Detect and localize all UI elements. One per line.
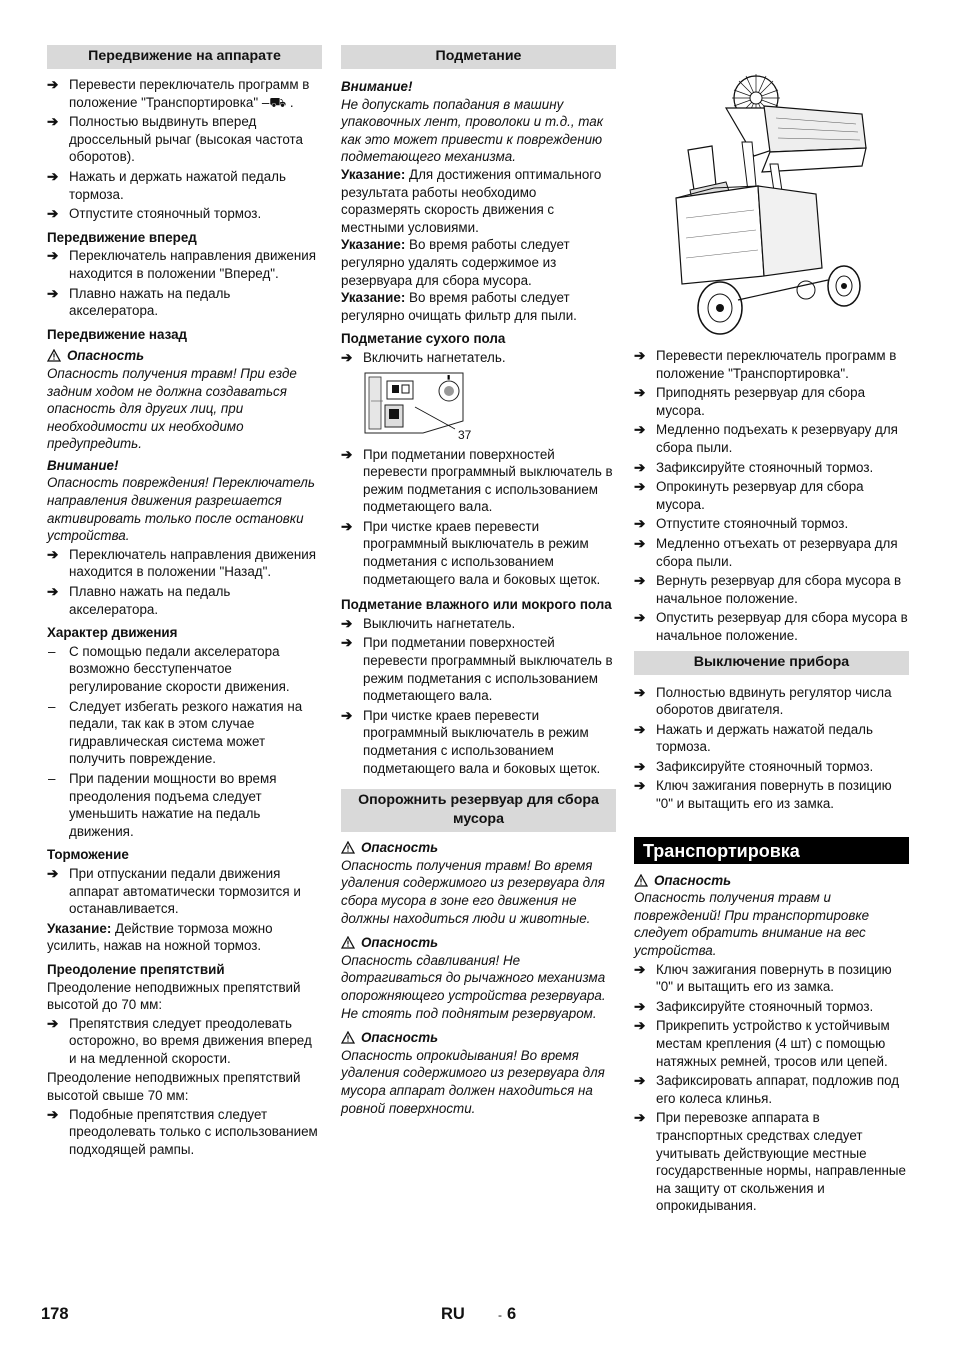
list-item: ➔ При перевозке аппарата в транспортных средствах следует учитывать действующие местные государственные нормы, направленные на защиту от скольжения и опрокидывания.: [634, 1110, 906, 1214]
dash-icon: –: [48, 770, 56, 786]
section-page-number: - 6: [498, 1305, 517, 1323]
warning-triangle-icon: [634, 874, 648, 887]
list-item: ➔ Вернуть резервуар для сбора мусора в начальное положение.: [634, 573, 902, 606]
danger-text: Опасность сдавливания! Не дотрагиваться до рычажного механизма опорожняющего устройства резервуара. Не стоять под поднятым резервуаром.: [341, 952, 606, 1021]
arrow-icon: ➔: [47, 206, 59, 222]
arrow-icon: ➔: [634, 998, 646, 1014]
dash-icon: –: [48, 698, 56, 714]
arrow-icon: ➔: [634, 610, 646, 626]
danger-text: Опасность опрокидывания! Во время удаления содержимого из резервуара для мусора аппарат должен находиться на ровной поверхности.: [341, 1047, 605, 1116]
subheading: Подметание влажного или мокрого пола: [341, 597, 612, 613]
section-heading: Подметание: [341, 45, 616, 69]
arrow-icon: ➔: [47, 1106, 59, 1122]
arrow-icon: ➔: [47, 865, 59, 881]
arrow-icon: ➔: [634, 1110, 646, 1126]
paragraph: Преодоление неподвижных препятствий высотой до 70 мм:: [47, 979, 301, 1013]
list-item: ➔ Перевести переключатель программ в положение "Транспортировка".: [634, 348, 897, 381]
page-number: 178: [41, 1305, 69, 1323]
arrow-icon: ➔: [634, 459, 646, 475]
list-item: ➔ Приподнять резервуар для сбора мусора.: [634, 385, 866, 418]
arrow-icon: ➔: [47, 77, 59, 92]
caution-text: Опасность повреждения! Переключатель направления движения разрешается активировать только после остановки устройства.: [47, 475, 315, 544]
arrow-icon: ➔: [47, 285, 59, 301]
danger-label: Опасность: [341, 934, 616, 952]
list-item: ➔ Нажать и держать нажатой педаль тормоза.: [47, 168, 286, 202]
caution-label: Внимание!: [47, 457, 119, 473]
list-item: ➔ Зафиксировать аппарат, подложив под его колеса клинья.: [634, 1073, 900, 1106]
subheading: Передвижение назад: [47, 326, 188, 342]
arrow-icon: ➔: [341, 349, 353, 365]
note: Указание: Во время работы следует регулярно удалять содержимое из резервуара для сбора мусора.: [341, 237, 570, 288]
warning-triangle-icon: [341, 936, 355, 949]
section-heading: Передвижение на аппарате: [47, 45, 322, 69]
chapter-heading: Транспортировка: [634, 837, 909, 864]
list-item: ➔ Переключатель направления движения находится в положении "Вперед".: [47, 248, 317, 281]
caution-label: Внимание!: [341, 79, 413, 94]
list-item: – С помощью педали акселератора возможно бесступенчатое регулирование скорости движения.: [48, 643, 290, 694]
arrow-icon: ➔: [47, 114, 59, 130]
list-item: ➔ Переключатель направления движения находится в положении "Назад".: [47, 546, 317, 580]
arrow-icon: ➔: [47, 546, 59, 562]
arrow-icon: ➔: [634, 573, 646, 589]
subheading: Торможение: [47, 847, 129, 863]
note: Указание: Для достижения оптимального результата работы необходимо соразмерять скорость движения с местными условиями.: [341, 166, 602, 235]
danger-label: Опасность: [634, 872, 909, 890]
arrow-icon: ➔: [47, 248, 59, 264]
arrow-icon: ➔: [634, 479, 646, 495]
section-heading: Выключение прибора: [634, 651, 909, 675]
arrow-icon: ➔: [634, 684, 646, 700]
danger-label: Опасность: [47, 347, 322, 365]
list-item: ➔ Опустить резервуар для сбора мусора в начальное положение.: [634, 610, 908, 643]
danger-text: Опасность получения травм! Во время удаления содержимого из резервуара для сбора мусора в зоне его движения не должны находиться люди и животные.: [341, 857, 605, 926]
danger-label: Опасность: [341, 1029, 616, 1047]
caution-text: Не допускать попадания в машину упаковочных лент, проволоки и т.д., так как это может привести к повреждению подметающего механизма.: [341, 96, 604, 165]
arrow-icon: ➔: [634, 1073, 646, 1089]
control-panel-image: [363, 371, 473, 443]
dash-icon: –: [48, 643, 56, 659]
steps-list: [47, 76, 322, 223]
list-item: ➔ Отпустите стояночный тормоз.: [47, 206, 262, 222]
arrow-icon: ➔: [341, 615, 353, 631]
column-right: [634, 346, 909, 1217]
control-panel-figure: [341, 371, 616, 445]
list-item: ➔ Зафиксируйте стояночный тормоз.: [634, 998, 874, 1014]
figure-number: 37: [458, 427, 472, 442]
column-middle: [341, 45, 616, 1117]
list-item: ➔ Плавно нажать на педаль акселератора.: [47, 584, 231, 617]
subheading: Подметание сухого пола: [341, 331, 506, 347]
column-left: [47, 45, 322, 1160]
list-item: ➔ Нажать и держать нажатой педаль тормоза.: [634, 721, 873, 755]
list-item: ➔ Включить нагнетатель.: [341, 349, 506, 365]
list-item: ➔ Зафиксируйте стояночный тормоз.: [634, 758, 874, 774]
danger-text: Опасность получения травм! При езде задним ходом не должна создаваться опасность для других лиц, при необходимости их необходимо предупредить.: [47, 365, 297, 452]
danger-text: Опасность получения травм и повреждений! При транспортировке следует обратить внимание на вес устройства.: [634, 890, 870, 959]
list-item: ➔ Подобные препятствия следует преодолевать только с использованием подходящей рампы.: [47, 1106, 318, 1157]
list-item: ➔ При чистке краев перевести программный выключатель в режим подметания с использованием подметающего вала и боковых щеток.: [341, 707, 601, 776]
arrow-icon: ➔: [341, 446, 353, 462]
arrow-icon: ➔: [634, 778, 646, 794]
list-item: – При падении мощности во время преодоления подъема следует уменьшить нажатие на педаль движения.: [48, 770, 277, 839]
sweeper-machine-image: [666, 68, 876, 340]
subheading: Преодоление препятствий: [47, 961, 225, 977]
paragraph: Преодоление неподвижных препятствий высотой свыше 70 мм:: [47, 1070, 301, 1104]
list-item: ➔ Перевести переключатель программ в положение "Транспортировка" –⛟ .: [47, 77, 310, 110]
arrow-icon: ➔: [634, 721, 646, 737]
svg-text:▮: ▮: [447, 373, 451, 381]
arrow-icon: ➔: [341, 707, 353, 723]
arrow-icon: ➔: [47, 1015, 59, 1031]
list-item: ➔ Опрокинуть резервуар для сбора мусора.: [634, 479, 864, 512]
arrow-icon: ➔: [341, 518, 353, 534]
arrow-icon: ➔: [634, 1018, 646, 1034]
warning-triangle-icon: [341, 1031, 355, 1044]
danger-label: Опасность: [341, 839, 616, 857]
list-item: ➔ Отпустите стояночный тормоз.: [634, 516, 849, 532]
subheading: Характер движения: [47, 625, 178, 641]
list-item: ➔ Прикрепить устройство к устойчивым местам крепления (4 шт) с помощью натяжных ремней, тросов или цепей.: [634, 1018, 890, 1069]
subheading: Передвижение вперед: [47, 229, 197, 245]
section-heading: Опорожнить резервуар для сбора мусора: [341, 789, 616, 832]
arrow-icon: ➔: [634, 758, 646, 774]
language-code: RU: [441, 1305, 465, 1323]
note: Указание: Во время работы следует регулярно очищать фильтр для пыли.: [341, 290, 577, 323]
warning-triangle-icon: [341, 841, 355, 854]
list-item: – Следует избегать резкого нажатия на педали, так как в этом случае гидравлическая система может получить повреждение.: [48, 698, 303, 767]
list-item: ➔ Медленно отъехать от резервуара для сбора пыли.: [634, 535, 898, 569]
list-item: ➔ При чистке краев перевести программный выключатель в режим подметания с использованием подметающего вала и боковых щеток.: [341, 518, 601, 587]
arrow-icon: ➔: [634, 422, 646, 438]
arrow-icon: ➔: [341, 635, 353, 651]
list-item: ➔ При подметании поверхностей перевести программный выключатель в режим подметания с использованием подметающего вала.: [341, 446, 613, 515]
arrow-icon: ➔: [47, 584, 59, 600]
list-item: ➔ Ключ зажигания повернуть в позицию "0" и вытащить его из замка.: [634, 961, 892, 995]
list-item: ➔ Выключить нагнетатель.: [341, 615, 516, 631]
arrow-icon: ➔: [47, 168, 59, 184]
note: Указание: Действие тормоза можно усилить, нажав на ножной тормоз.: [47, 920, 273, 954]
list-item: ➔ При отпускании педали движения аппарат автоматически тормозится и останавливается.: [47, 865, 301, 917]
list-item: ➔ При подметании поверхностей перевести программный выключатель в режим подметания с использованием подметающего вала.: [341, 635, 613, 704]
list-item: ➔ Препятствия следует преодолевать осторожно, во время движения вперед и на медленной скорости.: [47, 1015, 312, 1066]
list-item: ➔ Зафиксируйте стояночный тормоз.: [634, 459, 874, 475]
list-item: ➔ Полностью выдвинуть вперед дроссельный рычаг (высокая частота оборотов).: [47, 114, 303, 165]
list-item: ➔ Полностью вдвинуть регулятор числа оборотов двигателя.: [634, 684, 892, 718]
arrow-icon: ➔: [634, 348, 646, 363]
list-item: ➔ Плавно нажать на педаль акселератора.: [47, 285, 231, 319]
warning-triangle-icon: [47, 349, 61, 362]
list-item: ➔ Медленно подъехать к резервуару для сбора пыли.: [634, 422, 898, 455]
list-item: ➔ Ключ зажигания повернуть в позицию "0" и вытащить его из замка.: [634, 778, 892, 812]
arrow-icon: ➔: [634, 516, 646, 532]
arrow-icon: ➔: [634, 961, 646, 977]
arrow-icon: ➔: [634, 385, 646, 401]
arrow-icon: ➔: [634, 535, 646, 551]
